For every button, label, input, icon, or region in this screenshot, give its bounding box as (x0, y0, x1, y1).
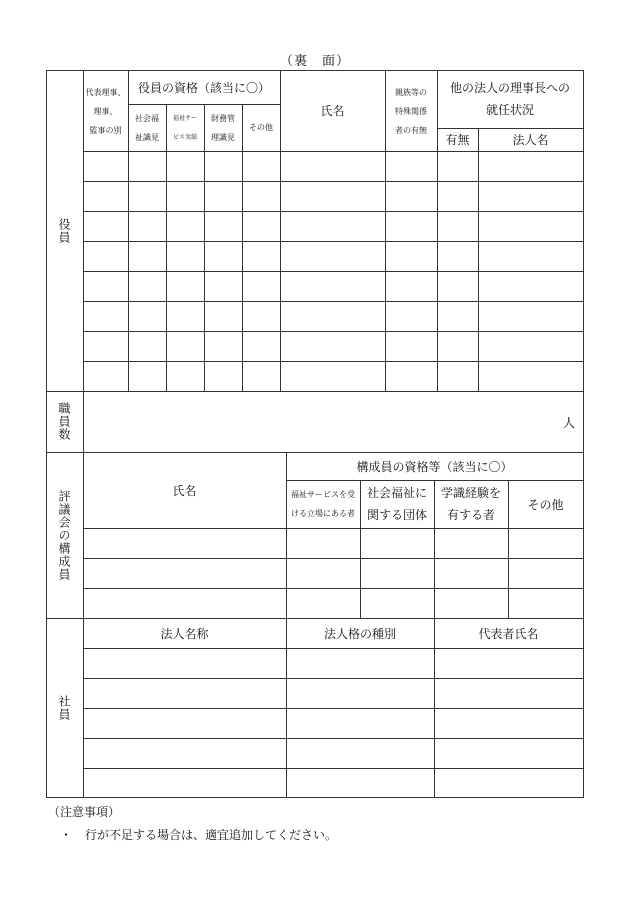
council-qual-other: その他 (527, 497, 564, 512)
relation-line: 者の有無 (395, 126, 427, 135)
members-section-label: 社員 (57, 694, 71, 721)
qual-col-other: その他 (249, 123, 273, 132)
members-rep-name-header: 代表者氏名 (478, 626, 539, 641)
relation-line: 特殊関係 (395, 107, 427, 116)
council-qual-line: 有する者 (446, 508, 495, 522)
council-qual-welfare-group (360, 480, 434, 528)
corp-name-header: 法人名 (512, 133, 549, 147)
qual-line: ビス実績 (172, 133, 197, 141)
qual-line: 財務管 (211, 113, 235, 123)
qual-col-service-record (166, 104, 204, 151)
qual-col-finance (204, 104, 242, 151)
members-corp-type-header: 法人格の種別 (323, 626, 396, 641)
council-section-label: 評議会の構成員 (57, 489, 71, 581)
council-qual-line: 社会福祉に (366, 486, 427, 500)
officer-qualification-header: 役員の資格（該当に〇） (137, 80, 270, 95)
notes-heading: （注意事項） (48, 805, 121, 819)
col-role-line: 監事の別 (89, 126, 122, 135)
council-qual-line: ける立場にある者 (291, 509, 355, 518)
officers-section-label: 役員 (57, 217, 71, 244)
council-qual-academic (434, 480, 508, 528)
relation-line: 親族等の (395, 88, 427, 97)
council-name-header: 氏名 (172, 483, 197, 498)
qual-line: 祉識見 (135, 132, 159, 142)
staff-section-label: 職員数 (57, 402, 71, 441)
members-corp-name-header: 法人名称 (160, 626, 209, 641)
col-role-header (83, 72, 128, 151)
other-corp-header (437, 70, 583, 128)
relation-header (385, 72, 437, 151)
qual-line: 理識見 (211, 132, 235, 142)
council-qual-line: 学識経験を (440, 486, 501, 500)
page-title: （裏 面） (279, 54, 350, 69)
council-qual-line: 福祉サービスを受 (291, 490, 355, 499)
council-qualification-header: 構成員の資格等（該当に〇） (356, 459, 513, 474)
officer-name-header: 氏名 (320, 104, 345, 118)
presence-header: 有無 (445, 133, 470, 147)
council-qual-line: 関する団体 (366, 508, 427, 522)
council-qual-service-recipient (286, 480, 360, 528)
notes-bullet: ・ (60, 828, 73, 842)
other-corp-line: 他の法人の理事長への (449, 81, 570, 95)
col-role-line: 理事、 (93, 107, 118, 116)
col-role-line: 代表理事、 (85, 88, 126, 97)
staff-unit: 人 (563, 416, 576, 430)
qual-line: 社会福 (135, 113, 159, 123)
qual-line: 福祉サー (172, 114, 197, 122)
qual-col-social-welfare (128, 104, 166, 151)
other-corp-line: 就任状況 (485, 103, 534, 117)
notes-item: 行が不足する場合は、適宜追加してください。 (85, 828, 338, 842)
